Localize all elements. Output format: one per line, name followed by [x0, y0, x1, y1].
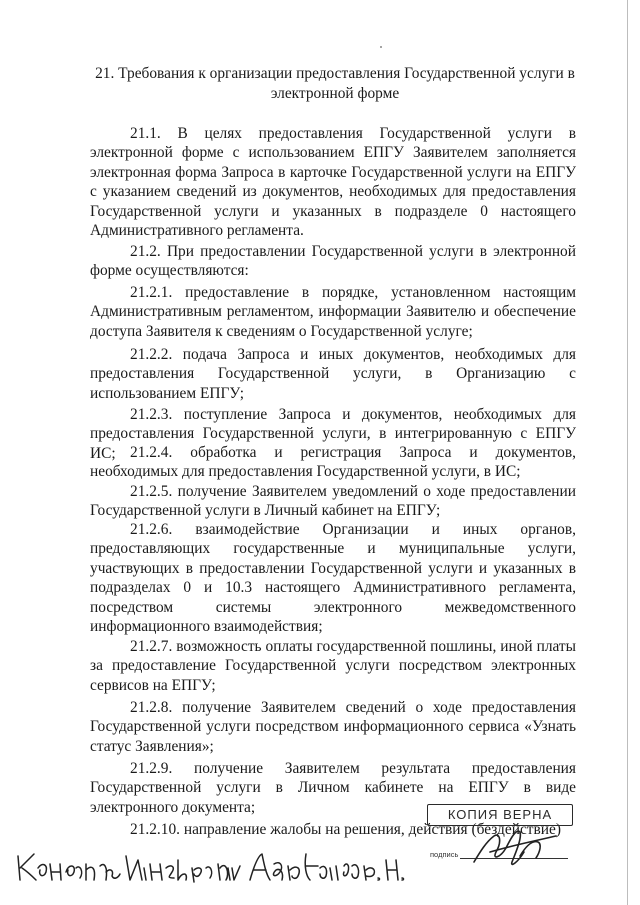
scan-speck	[380, 46, 382, 48]
paragraph-21-2-10: 21.2.10. направление жалобы на решения, действия (бездействие)	[130, 821, 561, 838]
paragraph-21-2-6: 21.2.6. взаимодействие Организации и иных органов, предоставляющих государственные и муниципальные услуги, участвующих в предоставлении Государственной услуги и указанных в подразделах 0 и 10.3 настоящего Административного регламента, посредством системы электронного межведомственного информационного взаимодействия;	[90, 521, 576, 636]
paragraph-21-2-7: 21.2.7. возможность оплаты государственной пошлины, иной платы за предоставление Государственной услуги посредством электронных сервисов на ЕПГУ;	[90, 638, 576, 694]
paragraph-21-2-5: 21.2.5. получение Заявителем уведомлений о ходе предоставлении Государственной услуги в Личный кабинет на ЕПГУ;	[90, 483, 576, 520]
section-heading: 21. Требования к организации предоставления Государственной услуги в электронной форме	[95, 65, 575, 102]
signature-scribble	[460, 822, 580, 872]
paragraph-21-1: 21.1. В целях предоставления Государственной услуги в электронной форме с использованием ЕПГУ Заявителем заполняется электронная форма Запроса в карточке Государственной услуги на ЕПГУ с указанием сведений из документов, необходимых для предоставления Государственной услуги и указанных в подразделе 0 настоящего Административного регламента.	[90, 125, 576, 240]
paragraph-21-2-1: 21.2.1. предоставление в порядке, установленном настоящим Административным регламентом, информации Заявителю и обеспечение доступа Заявителя к сведениям о Государственной услуге;	[90, 284, 576, 340]
stamp-label: КОПИЯ ВЕРНА	[427, 804, 573, 826]
paragraph-21-2-2: 21.2.2. подача Запроса и иных документов, необходимых для предоставления Государственной услуги, в Организацию с использованием ЕПГУ;	[90, 346, 576, 402]
stamp-signature-caption: подпись	[430, 850, 459, 859]
scan-edge-line	[627, 0, 628, 905]
paragraph-21-2-3: 21.2.3. поступление Запроса и документов, необходимых для предоставления Государственной услуги, в интегрированную с ЕПГУ ИС;	[90, 406, 576, 462]
handwritten-note	[14, 846, 414, 886]
paragraph-21-2-9: 21.2.9. получение Заявителем результата предоставления Государственной услуги в Личном кабинете на ЕПГУ в виде электронного документа;	[90, 760, 576, 816]
paragraph-21-2-4: 21.2.4. обработка и регистрация Запроса и документов, необходимых для предоставления Государственной услуги, в ИС;	[90, 444, 576, 481]
paragraph-21-2-8: 21.2.8. получение Заявителем сведений о ходе предоставления Государственной услуги посредством информационного сервиса «Узнать статус Заявления»;	[90, 699, 576, 755]
paragraph-21-2: 21.2. При предоставлении Государственной услуги в электронной форме осуществляются:	[90, 243, 576, 280]
